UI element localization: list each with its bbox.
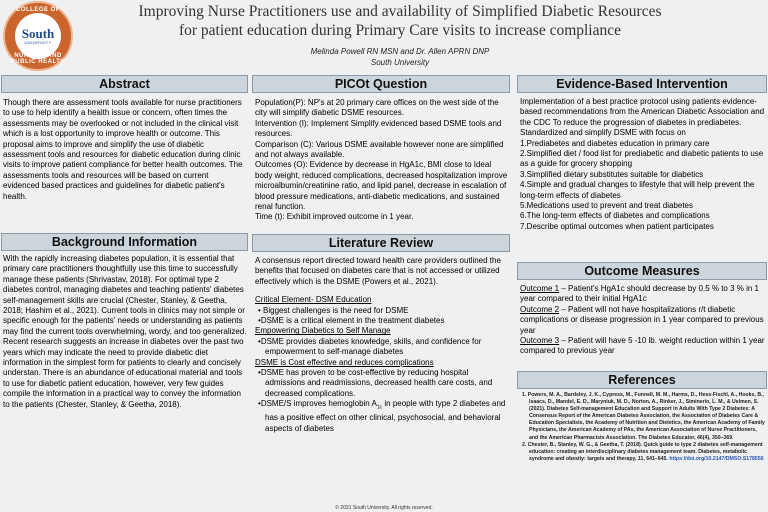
bullet-text: DSME is a critical element in the treatment diabetes	[260, 316, 445, 326]
reference-2-doi-link[interactable]: https://doi.org/10.2147/DMSO.S178556	[669, 455, 764, 462]
outcome-2-text: – Patient will not have hospitalizations r/t diabetic complications or disease progression in 1 year compared to previous year	[520, 304, 764, 335]
literature-bullet: •DSME provides diabetes knowledge, skills, and confidence for empowerment to self-manage diabetes	[258, 336, 482, 357]
outcome-2-label: Outcome 2	[520, 304, 560, 314]
college-logo	[3, 1, 73, 71]
logo-word: South	[21, 26, 55, 41]
intervention-item: 2.Simplified diet / food list for prediabetic and diabetic patients to use as a guide for grocery shopping	[520, 149, 764, 169]
intervention-focus: Standardized and simplify DSME with focus on	[520, 128, 686, 138]
footer-copyright: © 2021 South University. All rights reserved.	[335, 505, 433, 511]
picot-outcomes: Outcomes (O): Evidence by decrease in HgA1c, BMI close to Ideal body weight, reduced complications, decreased hospitalization improve microalbumin/creatinine ratio, and lipid panel, decrease in escalation of blood pressure medications, anti-diabetic medications, and sustained renal function.	[255, 160, 508, 212]
references-heading: References	[517, 371, 767, 389]
bullet-text: DSME provides diabetes knowledge, skills, and confidence for empowerment to self-manage diabetes	[260, 336, 482, 357]
spacer	[255, 287, 509, 295]
literature-bullet: • Biggest challenges is the need for DSME	[258, 305, 409, 315]
intervention-item: 7.Describe optimal outcomes when patient participates	[520, 221, 714, 231]
literature-body	[255, 256, 509, 502]
reference-2-text: 2. Chester, B., Stanley, W. G., & Geetha, T. (2018). Quick guide to type 2 diabetes self-management education: creating an interdisciplinary diabetes management team. Diabetes, metabolic syndrome and obesity: targets and therapy, 11, 641–645.	[522, 441, 763, 462]
logo-sub: UNIVERSITY	[24, 40, 52, 45]
literature-bullet: •DSME/S improves hemoglobin $A_{1c}$ in people with type 2 diabetes and has a positive effect on other clinical, psychosocial, and behavioral aspects of diabetes	[258, 399, 506, 433]
outcomes-heading: Outcome Measures	[517, 262, 767, 280]
picot-intervention: Intervention (I): Implement Simplify evidenced based DSME tools and resources.	[255, 118, 502, 139]
picot-comparison: Comparison (C): Various DSME available however none are simplified and not always available.	[255, 139, 504, 160]
intervention-item: 4.Simple and gradual changes to lifestyle that will help prevent the long-term effects of diabetes	[520, 180, 755, 200]
poster-header	[0, 0, 768, 72]
picot-heading: PICOt Question	[252, 75, 510, 93]
intervention-item: 1.Prediabetes and diabetes education in primary care	[520, 138, 710, 148]
intervention-heading: Evidence-Based Intervention	[517, 75, 767, 93]
picot-population: Population(P): NP's at 20 primary care offices on the west side of the city will simplify diabetic DSME resources.	[255, 98, 499, 118]
author-names: Melinda Powell RN MSN and Dr. Allen APRN DNP	[310, 47, 490, 56]
logo-ring-bottom-text: NURSING AND PUBLIC HEALTH	[10, 53, 66, 65]
bullet-subscript: 1c	[376, 404, 383, 411]
outcome-3-text: – Patient will have 5 -10 lb. weight reduction within 1 year compared to previous year	[520, 336, 765, 356]
intervention-item: 6.The long-term effects of diabetes and complications	[520, 211, 710, 221]
literature-empowering: Empowering Diabetics to Self Manage	[255, 326, 391, 336]
title-line-2: for patient education during Primary Care visits to increase compliance	[178, 22, 622, 39]
outcome-1	[520, 284, 766, 305]
literature-bullet: •DSME is a critical element in the treatment diabetes	[258, 316, 445, 326]
poster-authors	[90, 46, 710, 68]
outcome-2	[520, 305, 766, 336]
references-body	[520, 392, 766, 502]
picot-time: Time (t): Exhibit improved outcome in 1 year.	[255, 212, 414, 222]
outcome-1-text: – Patient's HgA1c should decrease by 0.5 % to 3 % in 1 year compared to their initial HgA1c	[520, 284, 760, 304]
bullet-text: DSME/S improves hemoglobin A	[260, 399, 377, 409]
reference-2	[520, 442, 766, 463]
literature-bullet: •DSME has proven to be cost-effective by reducing hospital admissions and readmissions, decreased health care costs, and decreased complications.	[258, 368, 493, 398]
background-heading: Background Information	[1, 233, 248, 251]
literature-intro: A consensus report directed toward health care providers outlined the benefits that focused on diabetes care that is not accessed or utilized effectively which is the DSME (Powers et al., 2021).	[255, 256, 501, 286]
intervention-item: 5.Medications used to prevent and treat diabetes	[520, 201, 693, 211]
literature-cost-effective: DSME is Cost effective and reduces complications	[255, 357, 434, 367]
affiliation: South University	[370, 58, 430, 67]
poster-title	[90, 2, 710, 40]
outcome-3	[520, 336, 766, 357]
bullet-text: in people with type 2 diabetes and has a positive effect on other clinical, psychosocial, and behavioral aspects of diabetes	[265, 399, 506, 433]
outcomes-body	[520, 284, 766, 368]
outcome-3-label: Outcome 3	[520, 336, 560, 346]
intervention-body	[520, 97, 766, 257]
literature-heading: Literature Review	[252, 234, 510, 252]
abstract-heading: Abstract	[1, 75, 248, 93]
literature-critical-element: Critical Element- DSM Education	[255, 295, 372, 305]
intervention-intro: Implementation of a best practice protocol using patients evidence-based recommendations from the American Diabetic Association and the CDC To reduce the progression of diabetes in prediabetes.	[520, 97, 765, 127]
bullet-text: Biggest challenges is the need for DSME	[263, 305, 409, 315]
picot-body	[255, 98, 509, 232]
intervention-item: 3.Simplified dietary substitutes suitable for diabetics	[520, 169, 704, 179]
bullet-text: DSME has proven to be cost-effective by reducing hospital admissions and readmissions, decreased health care costs, and decreased complications.	[260, 368, 493, 398]
logo-ring-top-text: COLLEGE OF	[16, 7, 60, 13]
background-text: With the rapidly increasing diabetes population, it is essential that primary care practitioners thoughtfully use this time to successfully manage these patients (Shrivastav, 2018). For optimal type 2 diabetes control, managing diabetes and teaching patients' diabetes self-management skills are crucial (Chester, Stanley, & Geetha, 2018; Hashim et al., 2021). Current tools in clinics may not simple or specific enough for the patients' needs or understanding as patients may find the current tools overwhelming, wordy, and too generalized. Recent research suggests an increase in diabetes over the past two years which may indicate the need to provide diabetic diet information in the simplest form for patients to clearly and concisely understan. There is an abundance of educational material and tools to use for diabetic patient education, however, very few guides compile the information in a practical way to convey the information to the patients (Chester, Stanley, & Geetha, 2018).	[3, 254, 247, 409]
abstract-text: Though there are assessment tools available for nurse practitioners to use to help identify a health issue or concern, often times the assessments may be overlooked or not included in the clinical visit which is a lost opportunity to improve health or outcome. This proposal aims to improve and simplify the use of diabetic assessment tools and resources for diabetic education during clinic visits to improve patient compliance for better health outcomes. The assessments tools and resources will be based on current evidenced based practices and guidelines for diabetic patient's health.	[3, 98, 243, 201]
outcome-1-label: Outcome 1	[520, 284, 560, 293]
reference-1: 1. Powers, M. A., Bardsley, J. K., Cypress, M., Funnell, M. M., Harms, D., Hess-Fischl, A., Hooks, B., Isaacs, D., Mandel, E. D., Maryniuk, M. D., Norton, A., Rinker, J., Siminerio, L. M., & Uelmen, S. (2021). Diabetes Self-management Education and Support in Adults With Type 2 Diabetes: A Consensus Report of the American Diabetes Association, the Association of Diabetes Care & Education Specialists, the Academy of Nutrition and Dietetics, the American Academy of Family Physicians, the American Academy of PAs, the American Association of Nurse Practitioners, and the American Pharmacists Association. The Diabetes Educator, 46(4), 350–369.	[522, 392, 765, 441]
title-line-1: Improving Nurse Practitioners use and availability of Simplified Diabetic Resources	[138, 3, 662, 20]
